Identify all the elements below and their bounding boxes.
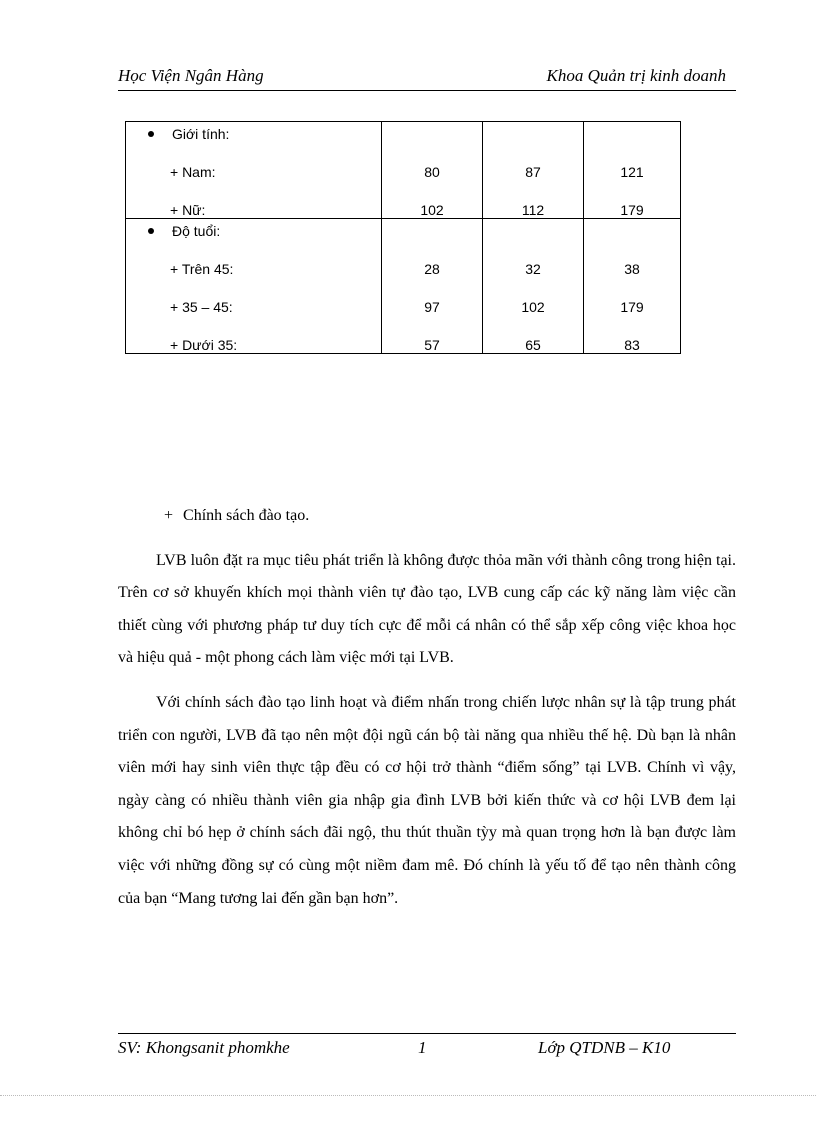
section-title: Chính sách đào tạo. (183, 507, 310, 524)
section-marker: + (164, 507, 174, 524)
row-label: + Dưới 35: (170, 337, 238, 353)
cell-value: 57 (424, 337, 440, 353)
document-body (118, 500, 736, 927)
row-label: + Trên 45: (170, 261, 234, 277)
cell-value: 28 (424, 261, 440, 277)
footer-class: Lớp QTDNB – K10 (538, 1038, 671, 1057)
section-heading (164, 500, 736, 533)
cell-value: 38 (624, 261, 640, 277)
bullet-icon (148, 131, 154, 137)
staff-statistics-table (125, 121, 681, 354)
paragraph-2: Với chính sách đào tạo linh hoạt và điểm nhấn trong chiến lược nhân sự là tập trung phát triển con người, LVB đã tạo nên một đội ngũ cán bộ tài năng qua nhiều thế hệ. Dù bạn là nhân viên mới hay sinh viên thực tập đều có cơ hội trở thành “điểm sống” tại LVB. Chính vì vậy, ngày càng có nhiều thành viên gia nhập gia đình LVB bởi kiến thức và cơ hội LVB đem lại không chỉ bó hẹp ở chính sách đãi ngộ, thu thút thuần tỳy mà quan trọng hơn là bạn được làm việc với những đồng sự có cùng một niềm đam mê. Đó chính là yếu tố để tạo nên thành công của bạn “Mang tương lai đến gần bạn hơn”. (118, 693, 736, 907)
cell-value: 32 (525, 261, 541, 277)
row-label: + 35 – 45: (170, 299, 233, 315)
cell-value: 87 (525, 164, 541, 180)
cell-value: 102 (420, 202, 444, 218)
cell-value: 97 (424, 299, 440, 315)
page-footer (118, 1033, 736, 1060)
row-label: + Nam: (170, 164, 216, 180)
group-title-gender: Giới tính: (172, 126, 230, 142)
paragraph-1: LVB luôn đặt ra mục tiêu phát triển là không được thỏa mãn với thành công trong hiện tại. Trên cơ sở khuyến khích mọi thành viên tự đào tạo, LVB cung cấp các kỹ năng làm việc cần thiết cùng với phương pháp tư duy tích cực để mỗi cá nhân có thể sắp xếp công việc khoa học và hiệu quả - một phong cách làm việc mới tại LVB. (118, 551, 736, 667)
header-institution: Học Viện Ngân Hàng (118, 66, 264, 85)
cell-value: 121 (620, 164, 644, 180)
table-row-gender (126, 122, 681, 219)
cell-value: 179 (620, 202, 644, 218)
row-label: + Nữ: (170, 202, 206, 218)
footer-page-number: 1 (418, 1038, 427, 1057)
cell-value: 65 (525, 337, 541, 353)
cell-value: 80 (424, 164, 440, 180)
footer-student: SV: Khongsanit phomkhe (118, 1038, 290, 1057)
cell-value: 179 (620, 299, 644, 315)
cell-value: 83 (624, 337, 640, 353)
bullet-icon (148, 228, 154, 234)
page-break-divider (0, 1095, 816, 1096)
group-title-age: Độ tuổi: (172, 223, 221, 239)
page-header (118, 66, 736, 91)
header-faculty: Khoa Quản trị kinh doanh (546, 66, 726, 85)
cell-value: 112 (521, 202, 545, 218)
cell-value: 102 (521, 299, 545, 315)
table-row-age (126, 219, 681, 354)
